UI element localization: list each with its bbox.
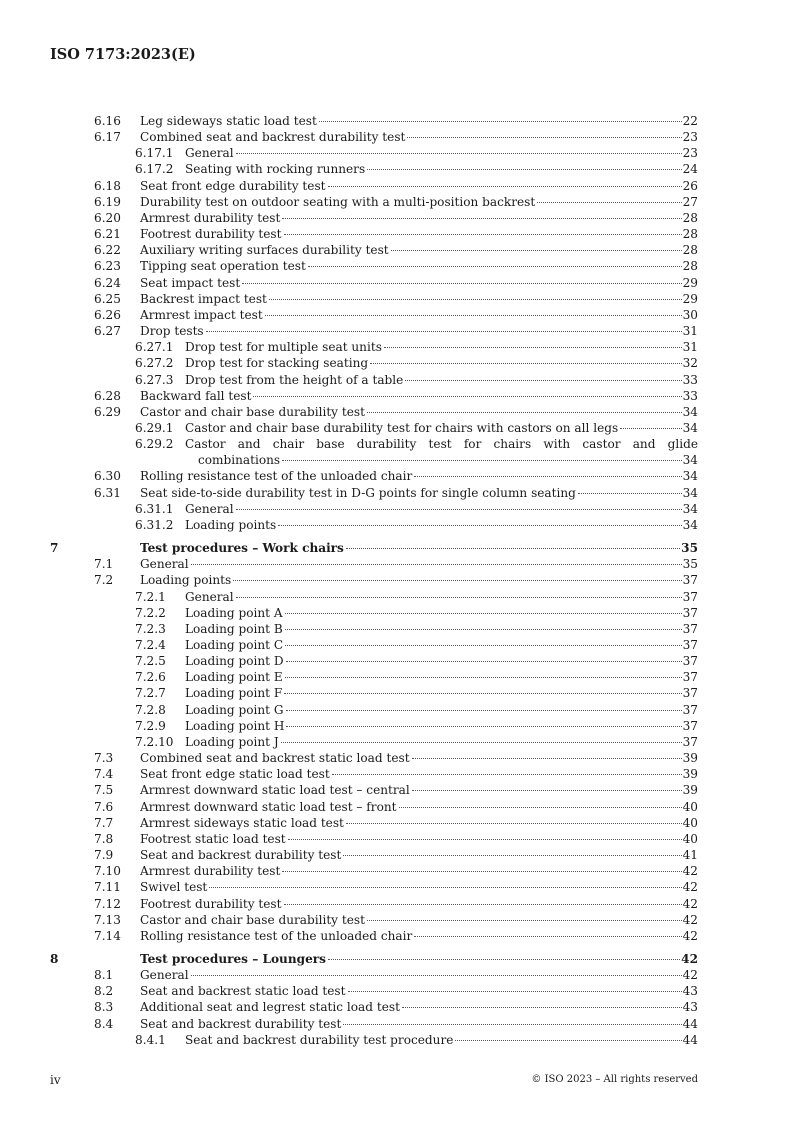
toc-entry-page: 37 [682,718,698,733]
toc-entry[interactable] [50,540,698,556]
toc-leader-dots [285,629,682,630]
toc-entry-number: 8.4 [94,1016,114,1031]
toc-entry[interactable] [50,517,698,533]
toc-entry-number: 7.2.7 [135,686,166,701]
toc-entry-page: 40 [682,815,698,830]
toc-entry-page: 42 [682,864,698,879]
toc-leader-dots [343,1024,681,1025]
toc-entry-title: Armrest downward static load test – central [140,783,410,798]
toc-entry-title: Seat and backrest durability test [140,1016,342,1031]
page-number: iv [50,1073,61,1087]
toc-entry-number: 6.24 [94,275,121,290]
toc-entry-number: 6.22 [94,243,121,258]
toc-entry-page: 34 [682,501,698,516]
toc-entry-page: 42 [682,880,698,895]
toc-entry[interactable] [50,194,698,210]
toc-entry-title: Loading point C [185,638,284,652]
toc-entry-number: 7.2.3 [135,621,166,636]
toc-entry-page: 37 [682,670,698,685]
toc-entry-title: Backward fall test [140,388,252,403]
toc-entry-page: 32 [682,356,698,371]
toc-entry-page: 40 [682,799,698,814]
toc-leader-dots [286,710,682,711]
toc-entry-page: 35 [682,557,698,572]
toc-entry-number: 7.2.4 [135,638,166,652]
toc-leader-dots [578,493,682,494]
toc-leader-dots [343,855,681,856]
toc-entry-number: 6.29.1 [135,420,174,435]
toc-entry-page: 34 [682,485,698,500]
toc-leader-dots [278,525,681,526]
toc-entry[interactable] [50,178,698,194]
toc-entry-page: 39 [682,783,698,798]
toc-entry[interactable] [50,863,698,879]
toc-leader-dots [282,218,681,219]
toc-entry-page: 35 [681,541,698,556]
toc-entry-page: 34 [682,404,698,419]
toc-entry-title: Test procedures – Loungers [140,951,326,966]
toc-entry-title: Test procedures – Work chairs [140,541,344,556]
toc-entry-number: 7.14 [94,928,121,943]
table-of-contents [50,113,698,1048]
toc-entry-page: 37 [682,589,698,604]
toc-entry-number: 6.31.1 [135,501,174,516]
toc-entry-page: 29 [682,291,698,306]
toc-entry-title: Castor and chair base durability test [140,912,365,927]
toc-entry[interactable] [50,275,698,291]
toc-entry-number: 7.5 [94,783,114,798]
toc-entry-title: Armrest durability test [140,864,281,879]
toc-entry-page: 34 [682,469,698,484]
toc-leader-dots [209,887,681,888]
toc-entry[interactable] [50,242,698,258]
toc-entry-number: 8.3 [94,1000,114,1015]
toc-entry[interactable] [50,831,698,847]
toc-entry-number: 7.2.5 [135,654,166,669]
toc-entry[interactable] [50,145,698,161]
toc-entry[interactable] [50,1032,698,1048]
toc-entry-number: 6.27.2 [135,356,174,371]
toc-entry-number: 6.17 [94,130,121,145]
toc-leader-dots [348,991,682,992]
toc-entry[interactable] [50,967,698,983]
toc-leader-dots [346,548,680,549]
toc-entry[interactable] [50,113,698,129]
toc-entry-page: 34 [682,453,698,468]
toc-leader-dots [402,1007,682,1008]
toc-entry[interactable] [50,572,698,588]
toc-entry[interactable] [50,291,698,307]
toc-entry-page: 22 [682,114,698,128]
toc-entry[interactable] [50,307,698,323]
toc-leader-dots [407,137,681,138]
toc-entry-title: Armrest downward static load test – front [140,799,397,814]
toc-leader-dots [620,428,681,429]
toc-entry-title: Seating with rocking runners [185,162,366,177]
copyright-notice: © ISO 2023 – All rights reserved [531,1074,698,1085]
toc-entry[interactable] [50,485,698,501]
toc-entry-number: 7.10 [94,864,121,879]
toc-leader-dots [367,412,682,413]
toc-entry-page: 37 [682,734,698,749]
toc-entry-title: Seat impact test [140,275,241,290]
toc-entry-title: Castor and chair base durability test for chairs with castors on all legs [185,420,619,435]
toc-entry[interactable] [50,718,698,734]
toc-leader-dots [191,564,682,565]
toc-entry[interactable] [50,879,698,895]
toc-leader-dots [286,726,681,727]
toc-entry-title: Armrest impact test [140,307,263,322]
toc-entry[interactable] [50,420,698,436]
toc-leader-dots [346,823,682,824]
toc-entry-title: Armrest durability test [140,210,281,225]
toc-entry-title: Backrest impact test [140,291,267,306]
toc-leader-dots [455,1040,681,1041]
toc-entry[interactable] [50,258,698,274]
toc-entry-title: Loading point D [185,654,284,669]
toc-entry-page: 34 [682,420,698,435]
toc-entry-page: 28 [682,259,698,274]
toc-entry-page: 29 [682,275,698,290]
toc-entry-title: Seat and backrest static load test [140,984,346,999]
toc-entry-page: 37 [682,573,698,588]
toc-leader-dots [284,234,682,235]
toc-entry-number: 7.2 [94,573,114,588]
toc-entry[interactable] [50,702,698,718]
toc-entry-number: 8.4.1 [135,1032,166,1047]
toc-entry-page: 39 [682,767,698,782]
toc-entry-title: General [185,146,234,161]
toc-leader-dots [282,460,681,461]
toc-entry-number: 6.29.2 [135,437,174,452]
toc-entry[interactable] [50,501,698,517]
toc-entry[interactable] [50,161,698,177]
toc-entry[interactable] [50,847,698,863]
toc-entry-page: 37 [682,638,698,652]
toc-entry-page: 44 [682,1032,698,1047]
toc-entry-number: 7.2.8 [135,702,166,717]
toc-entry-title: Castor and chair base durability test [140,404,365,419]
toc-entry-number: 7.4 [94,767,114,782]
toc-entry-page: 34 [682,517,698,532]
toc-leader-dots [412,758,682,759]
toc-leader-dots [242,283,681,284]
toc-entry-number: 6.30 [94,469,121,484]
toc-entry-number: 6.29 [94,404,121,419]
toc-entry[interactable] [50,210,698,226]
toc-entry-page: 23 [682,146,698,161]
toc-leader-dots [281,742,682,743]
toc-entry-page: 40 [682,831,698,846]
toc-entry-page: 24 [682,162,698,177]
toc-entry-title: Combined seat and backrest static load test [140,751,410,766]
toc-entry[interactable] [50,436,698,468]
toc-leader-dots [537,202,681,203]
toc-entry-number: 6.28 [94,388,121,403]
toc-entry-number: 6.31.2 [135,517,174,532]
toc-leader-dots [399,807,682,808]
toc-entry[interactable] [50,637,698,653]
toc-leader-dots [284,693,681,694]
toc-entry[interactable] [50,766,698,782]
toc-entry-page: 39 [682,751,698,766]
toc-entry-title: Loading point B [185,621,283,636]
toc-entry-page: 37 [682,605,698,620]
toc-entry-title: Seat front edge durability test [140,178,326,193]
toc-entry-title: Loading point A [185,605,283,620]
toc-entry-page: 42 [682,912,698,927]
toc-entry-page: 33 [682,372,698,387]
toc-entry-title: Loading points [140,573,232,588]
toc-entry[interactable] [50,556,698,572]
toc-entry-title: Rolling resistance test of the unloaded chair [140,928,413,943]
toc-entry-title: Loading point J [185,734,279,749]
toc-entry[interactable] [50,605,698,621]
toc-leader-dots [286,661,682,662]
toc-entry-number: 7.2.1 [135,589,166,604]
toc-entry-title: Castor and chair base durability test for chairs with castor and glide [185,437,698,452]
toc-entry-number: 7.8 [94,831,114,846]
toc-leader-dots [391,250,682,251]
toc-entry-page: 43 [682,1000,698,1015]
toc-leader-dots [367,169,681,170]
toc-leader-dots [233,580,681,581]
toc-entry-page: 37 [682,686,698,701]
toc-entry-page: 30 [682,307,698,322]
toc-entry-page: 43 [682,984,698,999]
toc-entry-title: Seat and backrest durability test procedure [185,1032,454,1047]
toc-entry-title: Loading point G [185,702,284,717]
toc-entry-number: 6.17.1 [135,146,174,161]
toc-entry[interactable] [50,339,698,355]
toc-entry-number: 7.2.9 [135,718,166,733]
toc-entry-number: 8.2 [94,984,114,999]
toc-leader-dots [414,476,681,477]
toc-entry-number: 7.11 [94,880,121,895]
toc-leader-dots [285,677,682,678]
toc-entry-page: 26 [682,178,698,193]
toc-leader-dots [288,839,682,840]
toc-leader-dots [308,266,682,267]
toc-entry[interactable] [50,685,698,701]
toc-entry-title: Tipping seat operation test [140,259,306,274]
toc-entry-number: 7.12 [94,896,121,911]
toc-entry[interactable] [50,750,698,766]
toc-entry-number: 6.23 [94,259,121,274]
toc-entry-title: Leg sideways static load test [140,114,317,128]
toc-entry-number: 7.9 [94,848,114,863]
toc-entry[interactable] [50,404,698,420]
toc-entry[interactable] [50,226,698,242]
toc-entry[interactable] [50,372,698,388]
toc-entry[interactable] [50,983,698,999]
toc-entry-title: Rolling resistance test of the unloaded chair [140,469,413,484]
toc-entry-title: Seat side-to-side durability test in D-G points for single column seating [140,485,576,500]
toc-entry[interactable] [50,669,698,685]
toc-entry-page: 42 [682,896,698,911]
toc-entry-number: 6.26 [94,307,121,322]
toc-leader-dots [285,645,681,646]
toc-entry-title: Drop test for stacking seating [185,356,369,371]
toc-entry[interactable] [50,653,698,669]
toc-entry[interactable] [50,799,698,815]
toc-entry-number: 6.19 [94,194,121,209]
toc-entry-page: 33 [682,388,698,403]
toc-entry-number: 7.2.10 [135,734,174,749]
toc-entry[interactable] [50,815,698,831]
toc-leader-dots [328,186,682,187]
toc-entry-page: 23 [682,130,698,145]
toc-entry-number: 6.20 [94,210,121,225]
toc-entry[interactable] [50,468,698,484]
toc-entry-title-continuation: combinations [198,453,281,468]
toc-entry-title: Armrest sideways static load test [140,815,344,830]
toc-entry[interactable] [50,928,698,944]
toc-entry-number: 6.21 [94,227,121,242]
toc-leader-dots [405,380,681,381]
toc-entry-page: 37 [682,654,698,669]
toc-entry-title: Loading point F [185,686,283,701]
toc-entry-number: 6.27.1 [135,340,174,355]
toc-entry-title: Drop test from the height of a table [185,372,404,387]
toc-entry-number: 6.16 [94,114,121,128]
toc-leader-dots [236,597,682,598]
toc-leader-dots [191,975,682,976]
toc-entry[interactable] [50,951,698,967]
toc-entry[interactable] [50,129,698,145]
toc-entry-title: General [185,501,234,516]
toc-entry-title: Durability test on outdoor seating with a multi-position backrest [140,194,536,209]
toc-leader-dots [414,936,681,937]
toc-leader-dots [206,331,682,332]
toc-entry-number: 7.13 [94,912,121,927]
toc-entry-page: 42 [681,951,698,966]
toc-entry-page: 28 [682,210,698,225]
toc-entry[interactable] [50,912,698,928]
toc-entry-title: General [185,589,234,604]
toc-entry-title: Footrest durability test [140,896,282,911]
toc-leader-dots [332,774,682,775]
toc-entry-number: 6.25 [94,291,121,306]
toc-entry-page: 41 [682,848,698,863]
toc-entry-number: 8 [50,951,59,966]
toc-entry-number: 6.18 [94,178,121,193]
toc-entry-number: 7.2.2 [135,605,166,620]
toc-entry-title: Additional seat and legrest static load test [140,1000,400,1015]
toc-entry-page: 37 [682,621,698,636]
toc-entry-number: 7.6 [94,799,114,814]
toc-entry-title: General [140,557,189,572]
toc-entry-page: 31 [682,324,698,339]
toc-entry-page: 44 [682,1016,698,1031]
toc-leader-dots [282,871,681,872]
toc-entry-page: 28 [682,227,698,242]
toc-entry-title: Loading point E [185,670,283,685]
toc-entry-number: 7.3 [94,751,114,766]
toc-entry[interactable] [50,896,698,912]
toc-leader-dots [265,315,682,316]
toc-entry[interactable] [50,782,698,798]
toc-entry-title: Combined seat and backrest durability test [140,130,406,145]
toc-leader-dots [319,121,682,122]
toc-entry[interactable] [50,999,698,1015]
toc-entry-page: 27 [682,194,698,209]
toc-leader-dots [285,613,682,614]
toc-leader-dots [236,509,682,510]
toc-leader-dots [367,920,682,921]
toc-entry-number: 6.27.3 [135,372,174,387]
toc-entry-number: 7 [50,541,59,556]
toc-entry-page: 42 [682,928,698,943]
toc-entry[interactable] [50,388,698,404]
toc-entry-number: 6.27 [94,324,121,339]
toc-entry-title: Auxiliary writing surfaces durability test [140,243,389,258]
toc-entry-title: General [140,968,189,983]
toc-entry-number: 7.1 [94,557,114,572]
document-id: ISO 7173:2023(E) [50,46,196,63]
toc-leader-dots [328,959,680,960]
toc-entry-number: 8.1 [94,968,114,983]
toc-entry-number: 7.7 [94,815,114,830]
toc-leader-dots [269,299,682,300]
toc-entry-number: 7.2.6 [135,670,166,685]
toc-entry[interactable] [50,355,698,371]
toc-entry[interactable] [50,621,698,637]
toc-entry-number: 6.31 [94,485,121,500]
toc-entry-title: Swivel test [140,880,208,895]
toc-entry-title: Loading point H [185,718,285,733]
toc-leader-dots [284,904,682,905]
toc-entry-title: Loading points [185,517,277,532]
toc-entry-title: Seat front edge static load test [140,767,330,782]
toc-leader-dots [253,396,681,397]
toc-leader-dots [384,347,682,348]
toc-entry-number: 6.17.2 [135,162,174,177]
toc-entry[interactable] [50,589,698,605]
toc-entry-page: 28 [682,243,698,258]
toc-leader-dots [370,363,682,364]
toc-entry-title: Footrest durability test [140,227,282,242]
toc-entry-page: 31 [682,340,698,355]
toc-entry-title: Drop test for multiple seat units [185,340,382,355]
toc-entry[interactable] [50,1016,698,1032]
toc-entry-title: Seat and backrest durability test [140,848,342,863]
toc-entry[interactable] [50,323,698,339]
toc-entry-page: 37 [682,702,698,717]
toc-entry-page: 42 [682,968,698,983]
toc-entry-title: Drop tests [140,324,204,339]
toc-entry[interactable] [50,734,698,750]
toc-entry-title: Footrest static load test [140,831,286,846]
toc-leader-dots [236,153,682,154]
toc-leader-dots [412,790,682,791]
